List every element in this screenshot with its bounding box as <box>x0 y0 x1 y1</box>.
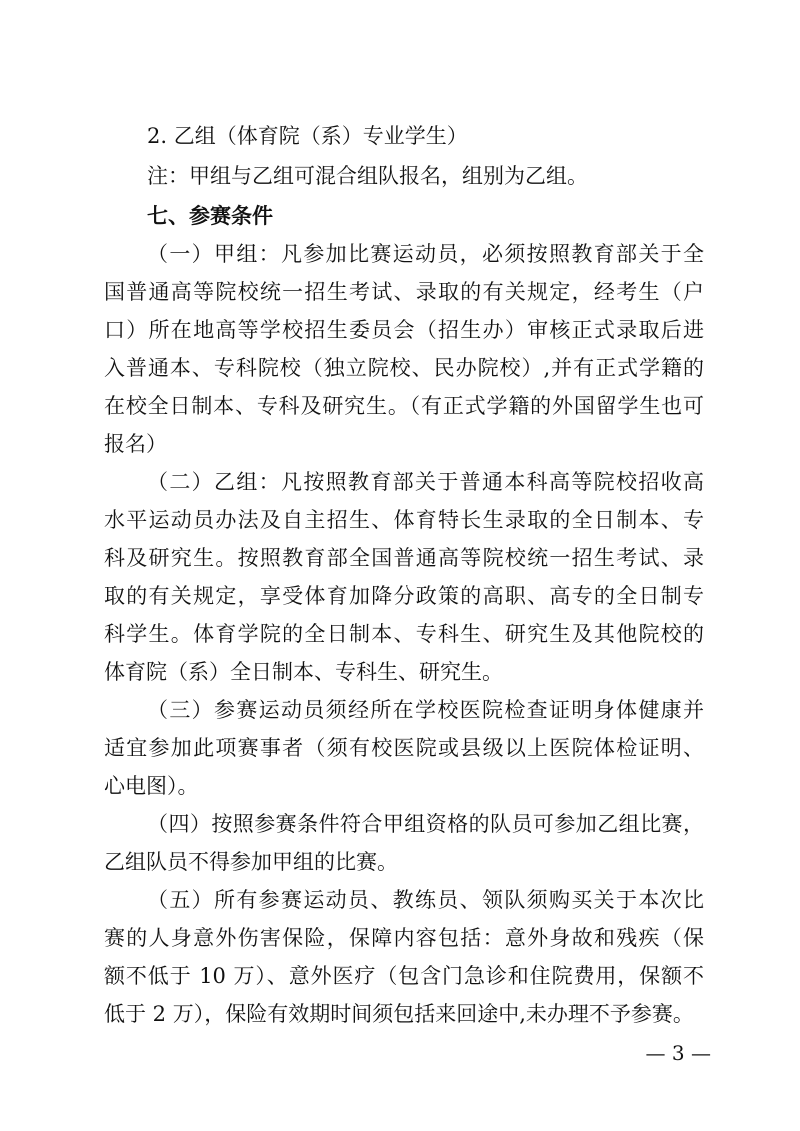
text-line: 取的有关规定，享受体育加降分政策的高职、高专的全日制专 <box>104 584 704 608</box>
section-heading: 七、参赛条件 <box>147 203 273 228</box>
text-line: 报名） <box>104 432 167 456</box>
text-line: （三）参赛运动员须经所在学校医院检查证明身体健康并 <box>147 698 704 722</box>
text-line: （二）乙组：凡按照教育部关于普通本科高等院校招收高 <box>147 470 704 494</box>
text-line: 科学生。体育学院的全日制本、专科生、研究生及其他院校的 <box>104 622 704 646</box>
text-line: 体育院（系）全日制本、专科生、研究生。 <box>104 660 503 684</box>
text-line: 低于 2 万），保险有效期时间须包括来回途中,未办理不予参赛。 <box>104 1002 694 1026</box>
text-line: 赛的人身意外伤害保险，保障内容包括：意外身故和残疾（保 <box>104 926 704 950</box>
text-line: 口）所在地高等学校招生委员会（招生办）审核正式录取后进 <box>104 318 704 342</box>
text-line: 在校全日制本、专科及研究生。（有正式学籍的外国留学生也可 <box>104 394 704 418</box>
text-line: 额不低于 10 万）、意外医疗（包含门急诊和住院费用，保额不 <box>104 964 704 988</box>
text-line: （五）所有参赛运动员、教练员、领队须购买关于本次比 <box>147 888 704 912</box>
text-line: 国普通高等院校统一招生考试、录取的有关规定，经考生（户 <box>104 280 704 304</box>
text-line: 心电图）。 <box>104 774 199 798</box>
text-line: 2. 乙组（体育院（系）专业学生） <box>147 124 468 148</box>
text-line: 入普通本、专科院校（独立院校、民办院校）,并有正式学籍的 <box>104 356 704 380</box>
text-line: 水平运动员办法及自主招生、体育特长生录取的全日制本、专 <box>104 508 704 532</box>
page-number: — 3 — <box>645 1041 711 1065</box>
text-line: （一）甲组：凡参加比赛运动员，必须按照教育部关于全 <box>147 242 704 266</box>
text-line: 科及研究生。按照教育部全国普通高等院校统一招生考试、录 <box>104 546 704 570</box>
text-line: （四）按照参赛条件符合甲组资格的队员可参加乙组比赛， <box>147 812 704 836</box>
text-line: 注：甲组与乙组可混合组队报名，组别为乙组。 <box>147 164 588 188</box>
text-line: 乙组队员不得参加甲组的比赛。 <box>104 850 398 874</box>
text-line: 适宜参加此项赛事者（须有校医院或县级以上医院体检证明、 <box>104 736 704 760</box>
